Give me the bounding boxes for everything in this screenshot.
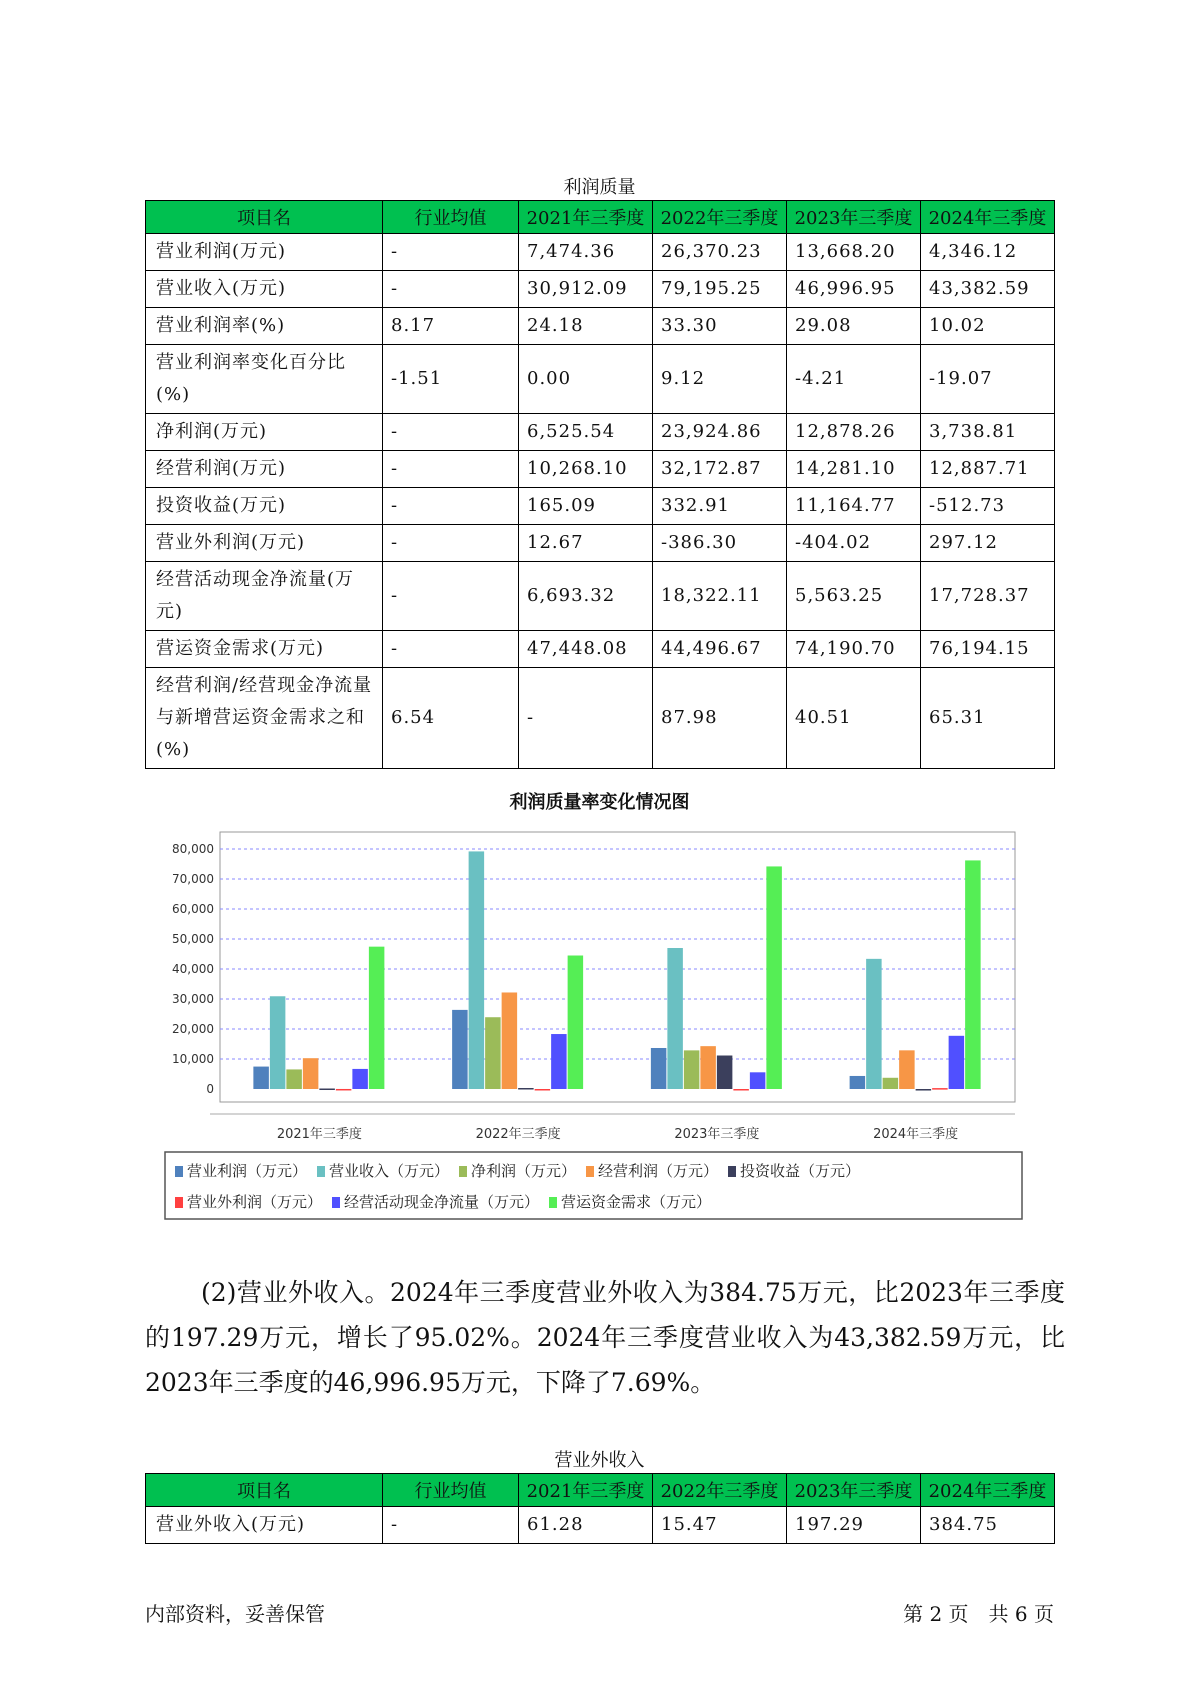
plot-area: [220, 832, 1015, 1102]
legend-swatch: [175, 1197, 183, 1208]
value-cell: 65.31: [921, 668, 1055, 769]
value-cell: 165.09: [519, 488, 653, 525]
footer-page-number: 第 2 页 共 6 页: [903, 1602, 1054, 1626]
row-label-cell: 营业利润率变化百分比(%): [146, 345, 383, 414]
y-tick-label: 50,000: [172, 932, 214, 946]
row-label-cell: 营业收入(万元): [146, 271, 383, 308]
bar: [568, 956, 584, 1089]
value-cell: 0.00: [519, 345, 653, 414]
bar: [469, 851, 485, 1089]
value-cell: 332.91: [653, 488, 787, 525]
bar: [717, 1056, 733, 1089]
bar: [883, 1078, 899, 1089]
value-cell: -1.51: [383, 345, 519, 414]
y-tick-label: 30,000: [172, 992, 214, 1006]
table-header-row: [146, 1474, 1055, 1507]
bar: [651, 1048, 667, 1089]
bar: [932, 1088, 948, 1090]
value-cell: -: [519, 668, 653, 769]
value-cell: 7,474.36: [519, 234, 653, 271]
x-tick-label: 2021年三季度: [276, 1127, 362, 1142]
legend-swatch: [586, 1166, 594, 1177]
bar: [319, 1089, 335, 1091]
value-cell: 18,322.11: [653, 562, 787, 631]
y-tick-label: 20,000: [172, 1022, 214, 1036]
column-header: 项目名: [146, 1474, 383, 1507]
legend-swatch: [728, 1166, 736, 1177]
value-cell: 87.98: [653, 668, 787, 769]
bar: [750, 1072, 766, 1089]
table2-caption: 营业外收入: [554, 1450, 645, 1471]
value-cell: -512.73: [921, 488, 1055, 525]
table-row: [146, 668, 1055, 769]
value-cell: -19.07: [921, 345, 1055, 414]
value-cell: 297.12: [921, 525, 1055, 562]
value-cell: 15.47: [653, 1507, 787, 1544]
x-tick-label: 2023年三季度: [674, 1127, 760, 1142]
value-cell: 79,195.25: [653, 271, 787, 308]
bar: [452, 1010, 468, 1089]
chart-title: 利润质量率变化情况图: [509, 792, 690, 813]
value-cell: -404.02: [787, 525, 921, 562]
y-tick-label: 60,000: [172, 902, 214, 916]
bar: [485, 1017, 501, 1089]
legend-swatch: [175, 1166, 183, 1177]
bar: [965, 860, 981, 1089]
row-label-cell: 营运资金需求(万元): [146, 631, 383, 668]
table-row: [146, 345, 1055, 414]
column-header: 项目名: [146, 201, 383, 234]
column-header: 2024年三季度: [921, 201, 1055, 234]
value-cell: 46,996.95: [787, 271, 921, 308]
row-label-cell: 投资收益(万元): [146, 488, 383, 525]
value-cell: 43,382.59: [921, 271, 1055, 308]
value-cell: 14,281.10: [787, 451, 921, 488]
bar: [303, 1058, 319, 1089]
value-cell: 12,887.71: [921, 451, 1055, 488]
table-row: [146, 308, 1055, 345]
bar: [684, 1050, 700, 1089]
value-cell: 6.54: [383, 668, 519, 769]
value-cell: 4,346.12: [921, 234, 1055, 271]
value-cell: -4.21: [787, 345, 921, 414]
value-cell: 30,912.09: [519, 271, 653, 308]
x-tick-label: 2024年三季度: [873, 1127, 959, 1142]
column-header: 2024年三季度: [921, 1474, 1055, 1507]
value-cell: -: [383, 271, 519, 308]
table-row: [146, 562, 1055, 631]
table-row: [146, 488, 1055, 525]
value-cell: 8.17: [383, 308, 519, 345]
value-cell: -: [383, 525, 519, 562]
legend-label: 营业收入（万元）: [329, 1162, 450, 1180]
body-paragraph: (2)营业外收入。2024年三季度营业外收入为384.75万元，比2023年三季度的197.29万元，增长了95.02%。2024年三季度营业收入为43,382.59万元，比2023年三季度的46,996.95万元，下降了7.69%。: [145, 1278, 1065, 1397]
value-cell: 40.51: [787, 668, 921, 769]
value-cell: 384.75: [921, 1507, 1055, 1544]
y-tick-label: 80,000: [172, 842, 214, 856]
legend-label: 营业利润（万元）: [187, 1162, 308, 1180]
value-cell: 61.28: [519, 1507, 653, 1544]
column-header: 2023年三季度: [787, 201, 921, 234]
value-cell: 3,738.81: [921, 414, 1055, 451]
column-header: 2021年三季度: [519, 201, 653, 234]
table-row: [146, 451, 1055, 488]
legend-swatch: [317, 1166, 325, 1177]
value-cell: 76,194.15: [921, 631, 1055, 668]
bar: [766, 866, 782, 1089]
value-cell: -: [383, 488, 519, 525]
row-label-cell: 营业利润(万元): [146, 234, 383, 271]
value-cell: 47,448.08: [519, 631, 653, 668]
value-cell: -: [383, 631, 519, 668]
legend-swatch: [459, 1166, 467, 1177]
table-row: [146, 234, 1055, 271]
legend-label: 经营活动现金净流量（万元）: [344, 1193, 540, 1211]
bar: [518, 1088, 534, 1090]
bar: [733, 1089, 749, 1091]
bar: [949, 1036, 965, 1089]
x-tick-label: 2022年三季度: [475, 1127, 561, 1142]
bar: [253, 1067, 269, 1089]
row-label-cell: 净利润(万元): [146, 414, 383, 451]
row-label-cell: 营业利润率(%): [146, 308, 383, 345]
value-cell: 26,370.23: [653, 234, 787, 271]
table-row: [146, 271, 1055, 308]
footer-confidential-note: 内部资料，妥善保管: [145, 1602, 325, 1626]
column-header: 行业均值: [383, 201, 519, 234]
row-label-cell: 经营活动现金净流量(万元): [146, 562, 383, 631]
table-row: [146, 631, 1055, 668]
column-header: 2022年三季度: [653, 1474, 787, 1507]
bar: [336, 1089, 352, 1091]
y-tick-label: 0: [206, 1082, 214, 1096]
bar: [502, 992, 518, 1089]
value-cell: 44,496.67: [653, 631, 787, 668]
y-tick-label: 70,000: [172, 872, 214, 886]
value-cell: 17,728.37: [921, 562, 1055, 631]
value-cell: 24.18: [519, 308, 653, 345]
value-cell: 12,878.26: [787, 414, 921, 451]
legend-label: 净利润（万元）: [471, 1162, 577, 1180]
profit-quality-chart: [160, 820, 1032, 1230]
value-cell: 13,668.20: [787, 234, 921, 271]
row-label-cell: 经营利润/经营现金净流量与新增营运资金需求之和(%): [146, 668, 383, 769]
profit-quality-table: [145, 200, 1055, 769]
row-label-cell: 营业外收入(万元): [146, 1507, 383, 1544]
value-cell: -: [383, 234, 519, 271]
column-header: 2023年三季度: [787, 1474, 921, 1507]
value-cell: -: [383, 1507, 519, 1544]
value-cell: 5,563.25: [787, 562, 921, 631]
value-cell: 10.02: [921, 308, 1055, 345]
bar: [850, 1076, 866, 1089]
column-header: 2021年三季度: [519, 1474, 653, 1507]
legend-label: 营业外利润（万元）: [187, 1193, 323, 1211]
value-cell: 33.30: [653, 308, 787, 345]
value-cell: 23,924.86: [653, 414, 787, 451]
bar: [270, 996, 286, 1089]
table-row: [146, 414, 1055, 451]
legend-label: 营运资金需求（万元）: [561, 1193, 712, 1211]
bar: [667, 948, 683, 1089]
value-cell: 10,268.10: [519, 451, 653, 488]
value-cell: 9.12: [653, 345, 787, 414]
value-cell: -386.30: [653, 525, 787, 562]
bar: [866, 959, 882, 1089]
bar: [369, 947, 385, 1089]
bar: [916, 1089, 932, 1091]
y-tick-label: 40,000: [172, 962, 214, 976]
row-label-cell: 营业外利润(万元): [146, 525, 383, 562]
table-header-row: [146, 201, 1055, 234]
value-cell: 6,525.54: [519, 414, 653, 451]
bar: [899, 1050, 915, 1089]
value-cell: 29.08: [787, 308, 921, 345]
legend-swatch: [549, 1197, 557, 1208]
row-label-cell: 经营利润(万元): [146, 451, 383, 488]
bar: [352, 1069, 368, 1089]
value-cell: 11,164.77: [787, 488, 921, 525]
value-cell: 6,693.32: [519, 562, 653, 631]
bar: [700, 1046, 716, 1089]
non-operating-income-table: [145, 1473, 1055, 1544]
legend-label: 经营利润（万元）: [598, 1162, 719, 1180]
table1-caption: 利润质量: [563, 177, 636, 198]
value-cell: -: [383, 562, 519, 631]
y-tick-label: 10,000: [172, 1052, 214, 1066]
value-cell: 12.67: [519, 525, 653, 562]
bar: [551, 1034, 567, 1089]
value-cell: 74,190.70: [787, 631, 921, 668]
legend-swatch: [332, 1197, 340, 1208]
bar: [535, 1089, 551, 1091]
column-header: 2022年三季度: [653, 201, 787, 234]
value-cell: 32,172.87: [653, 451, 787, 488]
table-row: [146, 525, 1055, 562]
table-row: [146, 1507, 1055, 1544]
legend-label: 投资收益（万元）: [740, 1162, 861, 1180]
value-cell: -: [383, 414, 519, 451]
value-cell: -: [383, 451, 519, 488]
value-cell: 197.29: [787, 1507, 921, 1544]
bar: [286, 1069, 302, 1089]
column-header: 行业均值: [383, 1474, 519, 1507]
